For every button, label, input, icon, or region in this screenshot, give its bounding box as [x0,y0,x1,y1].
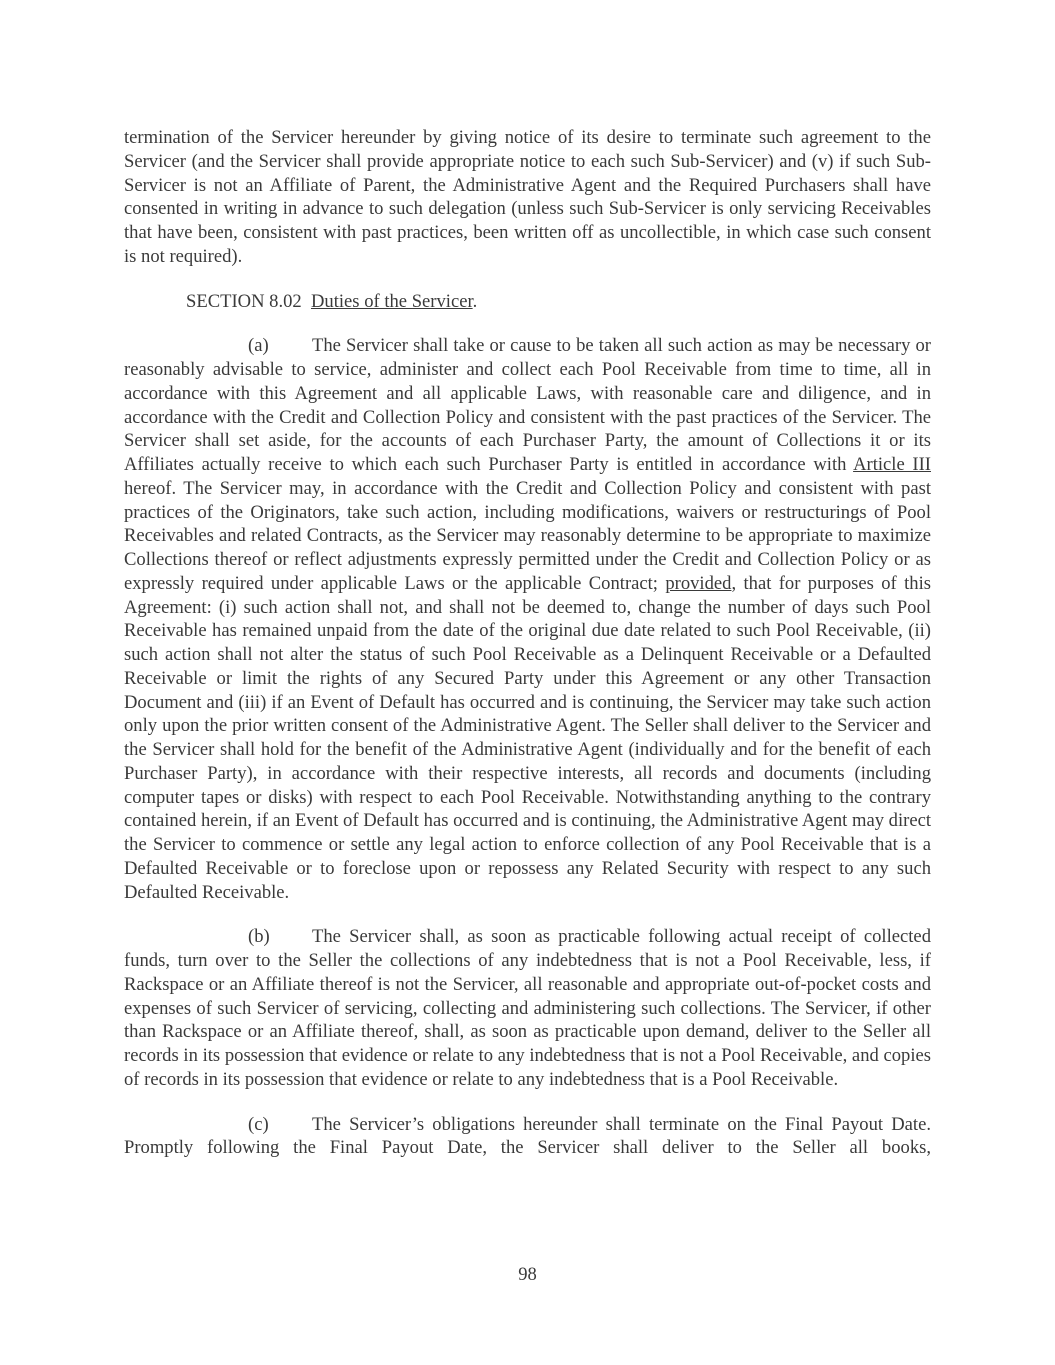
document-page [124,126,931,1160]
paragraph-c-text: The Servicer’s obligations hereunder shall terminate on the Final Payout Date. Promptly following the Final Payout Date, the Servicer shall deliver to the Seller all books, [124,1113,931,1159]
paragraph-b [124,925,931,1091]
paragraph-label-c: (c) [248,1113,269,1135]
paragraph-b-text: The Servicer shall, as soon as practicable following actual receipt of collected funds, turn over to the Seller the collections of any indebtedness that is not a Pool Receivable, less, if Rackspace or an Affiliate thereof is not the Servicer, all reasonable and appropriate out-of-pocket costs and expenses of such Servicer of servicing, collecting and administering such collections. The Servicer, if other than Rackspace or an Affiliate thereof, shall, as soon as practicable upon demand, deliver to the Seller all records in its possession that evidence or relate to any indebtedness that is not a Pool Receivable, and copies of records in its possession that evidence or relate to any indebtedness that is a Pool Receivable. [124,926,931,1090]
section-number: SECTION 8.02 [186,290,302,312]
spacer [124,269,931,290]
intro-paragraph: termination of the Servicer hereunder by giving notice of its desire to terminate such agreement to the Servicer (and the Servicer shall provide appropriate notice to each such Sub-Servicer) and (v) if such Sub-Servicer is not an Affiliate of Parent, the Administrative Agent and the Required Purchasers shall have consented in writing in advance to such delegation (unless such Sub-Servicer is only servicing Receivables that have been, consistent with past practices, been written off as uncollectible, in which case such consent is not required). [124,127,931,267]
paragraph-label-a: (a) [248,335,269,357]
paragraph-a-text-3: , that for purposes of this Agreement: (i) such action shall not, and shall not be deemed to, change the number of days such Pool Receivable has remained unpaid from the date of the original due date related to such Pool Receivable, (ii) such action shall not alter the status of such Pool Receivable as a Delinquent Receivable or a Defaulted Receivable or limit the rights of any Secured Party under this Agreement or any other Transaction Document and (iii) if an Event of Default has occurred and is continuing, the Servicer may take such action only upon the prior written consent of the Administrative Agent. The Seller shall deliver to the Servicer and the Servicer shall hold for the benefit of the Administrative Agent (individually and for the benefit of each Purchaser Party), in accordance with their respective interests, all records and documents (including computer tapes or disks) with respect to each Pool Receivable. Notwithstanding anything to the contrary contained herein, if an Event of Default has occurred and is continuing, the Administrative Agent may direct the Servicer to commence or settle any legal action to enforce collection of any Pool Receivable that is a Defaulted Receivable or to foreclose upon or repossess any Related Security with respect to any such Defaulted Receivable. [124,572,931,903]
spacer [124,313,931,334]
paragraph-a [124,334,931,904]
paragraph-a-text-2: hereof. The Servicer may, in accordance with the Credit and Collection Policy and consistent with past practices of the Originators, take such action, including modifications, waivers or restructurings of Pool Receivables and related Contracts, as the Servicer may reasonably determine to be appropriate to maximize Collections thereof or reflect adjustments expressly permitted under the Credit and Collection Policy or as expressly required under applicable Laws or the applicable Contract; [124,477,931,594]
section-title: Duties of the Servicer [311,290,473,312]
paragraph-c [124,1113,931,1161]
paragraph-a-text-1: The Servicer shall take or cause to be taken all such action as may be necessary or reasonably advisable to service, administer and collect each Pool Receivable from time to time, all in accordance with this Agreement and all applicable Laws, with reasonable care and diligence, and in accordance with the Credit and Collection Policy and consistent with the past practices of the Servicer. The Servicer shall set aside, for the accounts of each Purchaser Party, the amount of Collections it or its Affiliates actually receive to which each such Purchaser Party is entitled in accordance with [124,335,931,475]
article-reference: Article III [853,454,931,475]
paragraph-label-b: (b) [248,926,270,948]
spacer [124,904,931,925]
page-number: 98 [518,1264,537,1285]
provided-term: provided [665,572,732,594]
spacer [124,1092,931,1113]
section-title-period: . [472,290,478,312]
section-heading [124,290,931,314]
